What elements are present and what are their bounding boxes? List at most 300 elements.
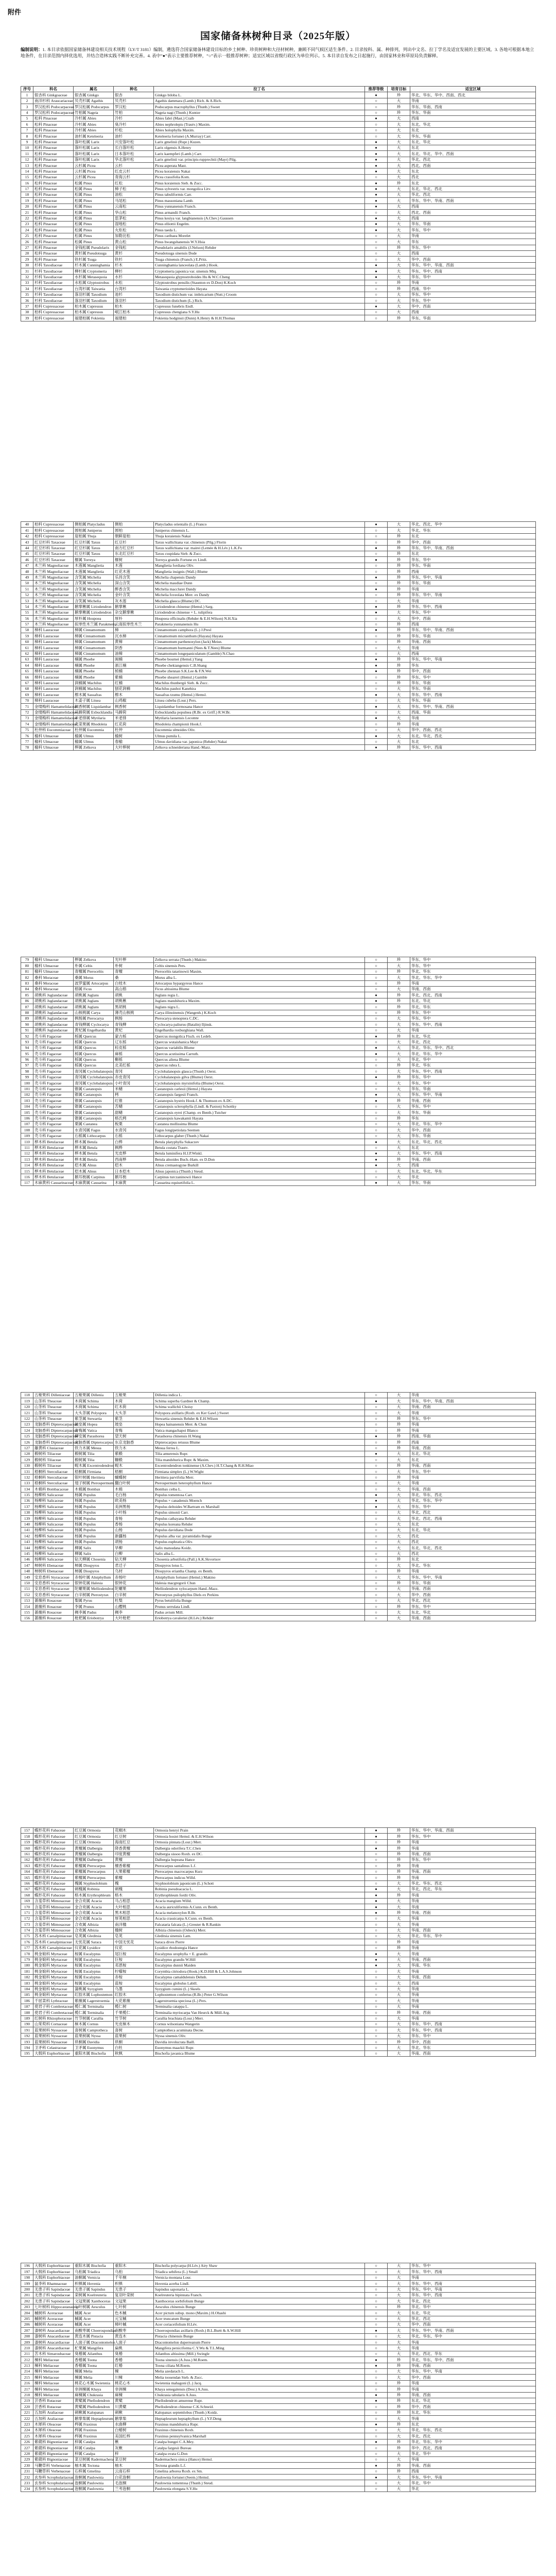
table-cell: 大 [388, 2286, 410, 2292]
table-row [21, 1421, 536, 1427]
table-row [21, 1127, 536, 1133]
table-cell: 枫香树 [114, 704, 154, 709]
table-cell: 贝壳杉属 Agathis [74, 98, 114, 104]
table-cell: 72 [21, 709, 33, 715]
table-cell: ● [365, 2392, 388, 2398]
table-cell: Lophostemon confertus (R.Br.) Peter G.Wilson [154, 1992, 365, 1997]
table-cell: Populus koreana Rehder [154, 1521, 365, 1527]
table-row [21, 1992, 536, 1997]
table-cell: 桉属 Eucalyptus [74, 1974, 114, 1980]
table-cell: 珍 [388, 104, 410, 110]
table-cell: ○ [365, 1922, 388, 1927]
table-cell: 大 [388, 975, 410, 980]
table-cell: 华东、华中 [410, 1857, 536, 1862]
table-row [21, 257, 536, 262]
table-cell: 珍 [388, 1604, 410, 1609]
table-row [21, 1974, 536, 1980]
table-cell: 珍 [388, 245, 410, 250]
table-row [21, 998, 536, 1004]
table-cell: 102 [21, 1092, 33, 1097]
table-cell: 水曲柳 [114, 2421, 154, 2427]
table-cell: 220 [21, 2404, 33, 2410]
table-cell: 枫杨属 Pterocarya [74, 1015, 114, 1021]
table-cell: 蒲桃属 Syzygium [74, 1986, 114, 1992]
table-row [21, 274, 536, 280]
table-row [21, 2439, 536, 2445]
table-cell: Cupressus funebris Endl. [154, 303, 365, 309]
table-cell: 华南 [410, 980, 536, 986]
table-cell: 珙桐 [114, 2039, 154, 2045]
table-cell: 乌桕 [114, 2269, 154, 2275]
table-cell: 桉属 Eucalyptus [74, 1957, 114, 1962]
table-cell: 1 [21, 92, 33, 98]
table-cell: 华东、华南 [410, 315, 536, 321]
table-cell: 非洲楝 [114, 2386, 154, 2392]
table-cell: 翅子树属 Pterospermum [74, 1480, 114, 1486]
table-cell: ○ [365, 233, 388, 239]
table-cell: 华东、华中、西南 [410, 2281, 536, 2286]
table-row [21, 1004, 536, 1010]
table-cell: 56 [21, 616, 33, 621]
table-cell: 杨属 Populus [74, 1498, 114, 1504]
table-cell: Populus tomentosa Carr. [154, 1492, 365, 1498]
table-cell: 珍 [388, 539, 410, 545]
table-row [21, 286, 536, 292]
table-cell: 榕属 Ficus [74, 986, 114, 992]
table-cell: 大 [388, 2027, 410, 2033]
table-row [21, 1609, 536, 1615]
table-cell: 格氏栲 [114, 1115, 154, 1121]
table-cell: 大 [388, 1539, 410, 1545]
table-cell: 蝶形花科 Fabaceae [33, 1857, 74, 1862]
table-cell: 槭树科 Aceraceae [33, 2321, 74, 2327]
table-cell: Larix olgensis A.Henry [154, 145, 365, 150]
table-cell: 4 [21, 110, 33, 115]
table-cell: 苦槠 [114, 1104, 154, 1109]
table-cell: 154 [21, 1604, 33, 1609]
table-cell: Gleditsia sinensis Lam. [154, 1934, 365, 1939]
table-cell: 苏木科 Caesalpiniaceae [33, 1939, 74, 1945]
table-row [21, 1839, 536, 1845]
table-cell: 175 [21, 1934, 33, 1939]
table-cell: 121 [21, 1410, 33, 1416]
table-cell: ○ [365, 2039, 388, 2045]
table-cell: Cyclobalanopsis gilva (Blume) Oerst. [154, 1074, 365, 1080]
table-cell: 华北 [410, 1174, 536, 1180]
table-cell: 蝶形花科 Fabaceae [33, 1863, 74, 1869]
table-cell: Pinus caribaea Morelet [154, 233, 365, 239]
table-cell: 204 [21, 2310, 33, 2316]
table-cell: 润楠属 Machilus [74, 680, 114, 686]
table-cell: Mangifera persiciforma C.Y.Wu & T.L.Ming [154, 2345, 365, 2351]
table-cell: ○ [365, 1104, 388, 1109]
table-cell: 臭椿 [114, 2351, 154, 2357]
table-cell: Phoebe chekiangensis C.B.Shang [154, 663, 365, 668]
table-cell: 陀螺果属 Melliodendron [74, 1586, 114, 1591]
table-cell: 刨花润楠 [114, 686, 154, 691]
table-cell: 枇杷属 Eriobotrya [74, 1615, 114, 1621]
table-cell: 146 [21, 1556, 33, 1562]
table-cell: 华东、华中、西南 [410, 268, 536, 274]
table-cell: 华中、西南 [410, 668, 536, 674]
table-cell: 194 [21, 2045, 33, 2050]
table-row [21, 2281, 536, 2286]
table-cell: 大叶枇杷 [114, 1615, 154, 1621]
table-cell: 山茶科 Theaceae [33, 1410, 74, 1416]
table-cell: Aesculus chinensis Bunge [154, 2304, 365, 2310]
table-row [21, 215, 536, 221]
table-cell: 新疆杨 [114, 1533, 154, 1539]
table-cell: 池杉 [114, 292, 154, 297]
table-cell: Terminalia catappa L. [154, 2004, 365, 2009]
table-cell: 大 [388, 986, 410, 992]
table-cell: 大果紫檀 [114, 1869, 154, 1874]
table-cell: 49 [21, 574, 33, 580]
table-cell: ○ [365, 2275, 388, 2280]
table-cell: 大 [388, 1974, 410, 1980]
table-cell: 壳斗科 Fagaceae [33, 1074, 74, 1080]
table-cell: ● [365, 744, 388, 750]
table-cell: 大 [388, 1516, 410, 1521]
table-cell: 东北、华北、西北 [410, 186, 536, 192]
table-cell: 150 [21, 1580, 33, 1586]
table-cell: Paulownia tomentosa (Thunb.) Steud. [154, 2480, 365, 2486]
table-cell: 楠属 Phoebe [74, 663, 114, 668]
table-cell: 华南、西南 [410, 1404, 536, 1410]
table-cell: ● [365, 168, 388, 174]
table-cell: 杨属 Populus [74, 1527, 114, 1533]
table-cell: 松属 Pinus [74, 221, 114, 227]
table-cell: 麻楝属 Chukrasia [74, 2392, 114, 2398]
table-cell: 166 [21, 1880, 33, 1886]
table-cell: ○ [365, 2410, 388, 2415]
table-row [21, 704, 536, 709]
table-cell: ○ [365, 2298, 388, 2304]
table-cell: 木莲属 Manglietia [74, 569, 114, 574]
table-cell: 印度黄檀 [114, 1851, 154, 1857]
table-cell: 大 [388, 2298, 410, 2304]
table-row [21, 1168, 536, 1174]
table-cell: 6 [21, 122, 33, 127]
table-cell: Glyptostrobus pensilis (Staunton ex D.Don) K.Koch [154, 280, 365, 285]
table-cell: 181 [21, 1969, 33, 1974]
table-cell: 红松 [114, 180, 154, 186]
table-cell: ○ [365, 1486, 388, 1492]
table-cell: ○ [365, 1022, 388, 1027]
table-row [21, 1951, 536, 1957]
table-cell: ○ [365, 2486, 388, 2492]
table-cell: Eucalyptus globulus Labill. [154, 1980, 365, 1986]
table-cell: Kalopanax septemlobus (Thunb.) Koidz. [154, 2410, 365, 2415]
table-cell: Pinus sylvestris var. mongolica Litv. [154, 186, 365, 192]
table-cell: 9 [21, 139, 33, 145]
table-cell: 华北、华东、华中 [410, 975, 536, 980]
table-cell: 珍 [388, 668, 410, 674]
table-cell: 黄檀 [114, 1857, 154, 1862]
table-cell: Betula alnoides Buch.-Ham. ex D.Don [154, 1157, 365, 1162]
table-cell: ○ [365, 1609, 388, 1615]
table-cell: 233 [21, 2480, 33, 2486]
table-cell: 大 [388, 1080, 410, 1086]
table-cell: 梓 [114, 2451, 154, 2456]
table-cell: Alnus cremastogyne Burkill [154, 1162, 365, 1168]
table-cell: 华南 [410, 715, 536, 721]
table-cell: ○ [365, 1939, 388, 1945]
table-cell: 202 [21, 2298, 33, 2304]
table-cell: 人面子属 Dracontomelon [74, 2340, 114, 2345]
table-cell: 112 [21, 1150, 33, 1156]
table-cell: 12 [21, 157, 33, 162]
table-cell: 华东、华南 [410, 686, 536, 691]
table-row [21, 739, 536, 744]
table-cell: 重阳木属 Bischofia [74, 2263, 114, 2269]
table-cell: 46 [21, 557, 33, 563]
table-cell: 白辛树 [114, 1592, 154, 1598]
table-cell: 杨柳科 Salicaceae [33, 1551, 74, 1556]
table-cell: Diospyros lotus L. [154, 1563, 365, 1568]
table-cell: 玄参科 Scrophulariaceae [33, 2486, 74, 2492]
table-cell: ○ [365, 133, 388, 139]
table-cell: 长白落叶松 [114, 145, 154, 150]
table-cell: Hovenia acerba Lindl. [154, 2281, 365, 2286]
table-cell: 华东、华中、华南 [410, 1092, 536, 1097]
table-cell: ○ [365, 2404, 388, 2410]
table-row [21, 1510, 536, 1515]
table-cell: 大 [388, 598, 410, 604]
table-cell: 枳椇属 Hovenia [74, 2281, 114, 2286]
table-row [21, 1098, 536, 1104]
table-cell: ● [365, 221, 388, 227]
table-cell: 207 [21, 2328, 33, 2333]
table-cell: 杜仲属 Eucommia [74, 727, 114, 733]
table-cell: 木棉科 Bombacaceae [33, 1486, 74, 1492]
table-cell: 珍 [388, 2380, 410, 2386]
table-cell: Artocarpus hypargyreus Hance [154, 980, 365, 986]
table-cell: 松科 Pinaceae [33, 168, 74, 174]
table-cell: ○ [365, 1410, 388, 1416]
table-cell: 东北、华北 [410, 1451, 536, 1456]
table-cell: ● [365, 268, 388, 274]
table-block [21, 957, 535, 1186]
table-cell: 使君子科 Combretaceae [33, 2004, 74, 2009]
table-cell: 加勒比松 [114, 233, 154, 239]
table-cell: 樟叶槭 [114, 2321, 154, 2327]
table-cell: 五桠果科 Dilleniaceae [33, 1393, 74, 1398]
table-cell: 87 [21, 1004, 33, 1010]
table-cell: 珍 [388, 1433, 410, 1439]
table-cell: 华南、西南 [410, 1927, 536, 1933]
table-cell: 鹅掌楸 [114, 604, 154, 609]
table-cell: Michelia glauca (Blume) DC. [154, 598, 365, 604]
table-cell: Bombax ceiba L. [154, 1486, 365, 1492]
table-cell: ○ [365, 2304, 388, 2310]
table-cell: 松科 Pinaceae [33, 192, 74, 198]
table-cell: Phellodendron chinense C.K.Schneid. [154, 2404, 365, 2410]
table-cell: Prunus serrulata Lindl. [154, 1604, 365, 1609]
table-cell: ● [365, 2439, 388, 2445]
table-cell: 色木槭 [114, 2310, 154, 2316]
table-cell: 大叶相思 [114, 1904, 154, 1910]
table-cell: 125 [21, 1433, 33, 1439]
table-cell: 华南 [410, 2380, 536, 2386]
table-cell: 69 [21, 692, 33, 698]
table-cell: 华南 [410, 1863, 536, 1869]
table-cell: 蝶形花科 Fabaceae [33, 1845, 74, 1851]
table-cell: Tilia amurensis Rupr. [154, 1451, 365, 1456]
table-cell: 珍 [388, 674, 410, 680]
table-row [21, 1586, 536, 1591]
table-cell: ● [365, 1504, 388, 1510]
table-cell: 华南 [410, 1568, 536, 1574]
table-cell: Dalbergia odorifera T.C.Chen [154, 1845, 365, 1851]
table-cell: 金缕梅科 Hamamelidaceae [33, 721, 74, 727]
table-row [21, 1121, 536, 1127]
table-cell: 大 [388, 1393, 410, 1398]
table-cell: 华北、西北、华东 [410, 2351, 536, 2357]
table-cell: ○ [365, 2269, 388, 2275]
table-cell: 蔷薇科 Rosaceae [33, 1609, 74, 1615]
table-cell: 壳斗科 Fagaceae [33, 1133, 74, 1139]
table-cell: ○ [365, 686, 388, 691]
table-cell: Ginkgo biloba L. [154, 92, 365, 98]
table-cell: 椴树科 Tiliaceae [33, 1451, 74, 1456]
table-cell: 东北 [410, 533, 536, 539]
table-cell: 华东、华中、华南、西南 [410, 545, 536, 551]
table-row [21, 1498, 536, 1504]
table-row [21, 992, 536, 998]
table-cell: 华南、西南 [410, 1910, 536, 1916]
table-cell: Machilus thunbergii Sieb. & Zucc. [154, 680, 365, 686]
table-cell: ○ [365, 1551, 388, 1556]
table-cell: ○ [365, 1945, 388, 1951]
table-cell: 榆科 Ulmaceae [33, 963, 74, 969]
table-cell: 珍 [388, 663, 410, 668]
table-cell: 桦木属 Betula [74, 1139, 114, 1145]
table-cell: 紫檀 [114, 1875, 154, 1880]
table-cell: 光皮桦 [114, 1150, 154, 1156]
table-cell: Ailanthus altissima (Mill.) Swingle [154, 2351, 365, 2357]
table-cell: 159 [21, 1839, 33, 1845]
table-cell: 华北、华东、西北 [410, 1492, 536, 1498]
table-row [21, 2416, 536, 2421]
table-cell: 壳斗科 Fagaceae [33, 1104, 74, 1109]
table-row [21, 1410, 536, 1416]
table-cell: 壳斗科 Fagaceae [33, 1092, 74, 1097]
table-cell: 116 [21, 1174, 33, 1180]
table-cell: 大 [388, 239, 410, 245]
table-row [21, 133, 536, 139]
table-row [21, 2263, 536, 2269]
table-cell: 含笑属 Michelia [74, 580, 114, 586]
table-cell: 榉属 Zelkova [74, 744, 114, 750]
table-cell: 大 [388, 1527, 410, 1533]
table-cell: 木棉属 Bombax [74, 1486, 114, 1492]
table-cell: 珍 [388, 1945, 410, 1951]
table-cell: 48 [21, 569, 33, 574]
table-cell: 松属 Pinus [74, 204, 114, 209]
table-cell: 203 [21, 2304, 33, 2310]
table-cell: 落羽杉 [114, 298, 154, 303]
table-cell: 东北、华北、西北 [410, 1139, 536, 1145]
table-cell: 檫木 [114, 692, 154, 698]
table-row [21, 239, 536, 245]
table-cell: Parashorea chinensis H.Wang [154, 1433, 365, 1439]
table-cell: 榧属 Torreya [74, 557, 114, 563]
table-cell: Pteroceltis tatarinowii Maxim. [154, 969, 365, 974]
table-cell: 大 [388, 98, 410, 104]
table-cell: Juglans regia L. [154, 992, 365, 998]
table-cell: 珍 [388, 656, 410, 662]
table-cell: ● [365, 692, 388, 698]
table-cell: 华南 [410, 721, 536, 727]
table-cell: Nyssa sinensis Oliv. [154, 2033, 365, 2039]
table-row [21, 1880, 536, 1886]
table-cell: 华北、西北 [410, 1598, 536, 1603]
table-cell: 珍 [388, 2398, 410, 2403]
table-cell: 华东、华中、西南 [410, 604, 536, 609]
table-cell: 榆属 Ulmus [74, 739, 114, 744]
table-cell: 山茱萸科 Cornaceae [33, 2021, 74, 2027]
table-cell: ● [365, 139, 388, 145]
table-cell: 桦木科 Betulaceae [33, 1168, 74, 1174]
table-cell: 华南 [410, 1992, 536, 1997]
table-cell: ○ [365, 2015, 388, 2021]
table-cell: 华东、华中、华南 [410, 574, 536, 580]
table-cell: 180 [21, 1962, 33, 1968]
table-cell: ● [365, 1904, 388, 1910]
table-cell: 大戟科 Euphorbiaceae [33, 2050, 74, 2056]
table-row [21, 180, 536, 186]
table-cell: Tsuga chinensis (Franch.) E.Pritz. [154, 257, 365, 262]
table-cell: 珍 [388, 2445, 410, 2451]
table-cell: 东北 [410, 145, 536, 150]
table-cell: 红豆杉属 Taxus [74, 545, 114, 551]
table-cell: Phoebe bournei (Hemsl.) Yang [154, 656, 365, 662]
table-cell: 大 [388, 163, 410, 168]
table-cell: 华东、华南 [410, 580, 536, 586]
table-row [21, 110, 536, 115]
table-cell: 大 [388, 686, 410, 691]
table-cell: 华南 [410, 598, 536, 604]
column-header: 推荐等级 [365, 87, 388, 92]
table-cell: 龙脑香科 Dipterocarpaceae [33, 1421, 74, 1427]
table-cell: 142 [21, 1533, 33, 1539]
table-cell: 珍 [388, 563, 410, 568]
table-cell: 176 [21, 1939, 33, 1945]
table-cell: 银杏科 Ginkgoaceae [33, 92, 74, 98]
table-cell: 187 [21, 2004, 33, 2009]
table-row [21, 2010, 536, 2015]
table-cell: 华南 [410, 1951, 536, 1957]
table-cell: 合欢属 Albizia [74, 1927, 114, 1933]
table-cell: 松科 Pinaceae [33, 145, 74, 150]
table-cell: Michelia maudiae Dunn [154, 580, 365, 586]
table-cell: 喜树 [114, 2027, 154, 2033]
table-cell: 华南 [410, 1998, 536, 2004]
table-cell: 珍 [388, 1828, 410, 1834]
table-row [21, 1092, 536, 1097]
table-cell: 大 [388, 1880, 410, 1886]
table-row [21, 598, 536, 604]
table-cell: 华北、华中 [410, 2304, 536, 2310]
table-cell: ○ [365, 2027, 388, 2033]
table-cell: ● [365, 1957, 388, 1962]
table-cell: 小叶杨 [114, 1510, 154, 1515]
table-cell: 华北、华中 [410, 2451, 536, 2456]
table-cell: 60 [21, 639, 33, 645]
table-row [21, 2410, 536, 2415]
table-cell: 华东、华南 [410, 1110, 536, 1115]
